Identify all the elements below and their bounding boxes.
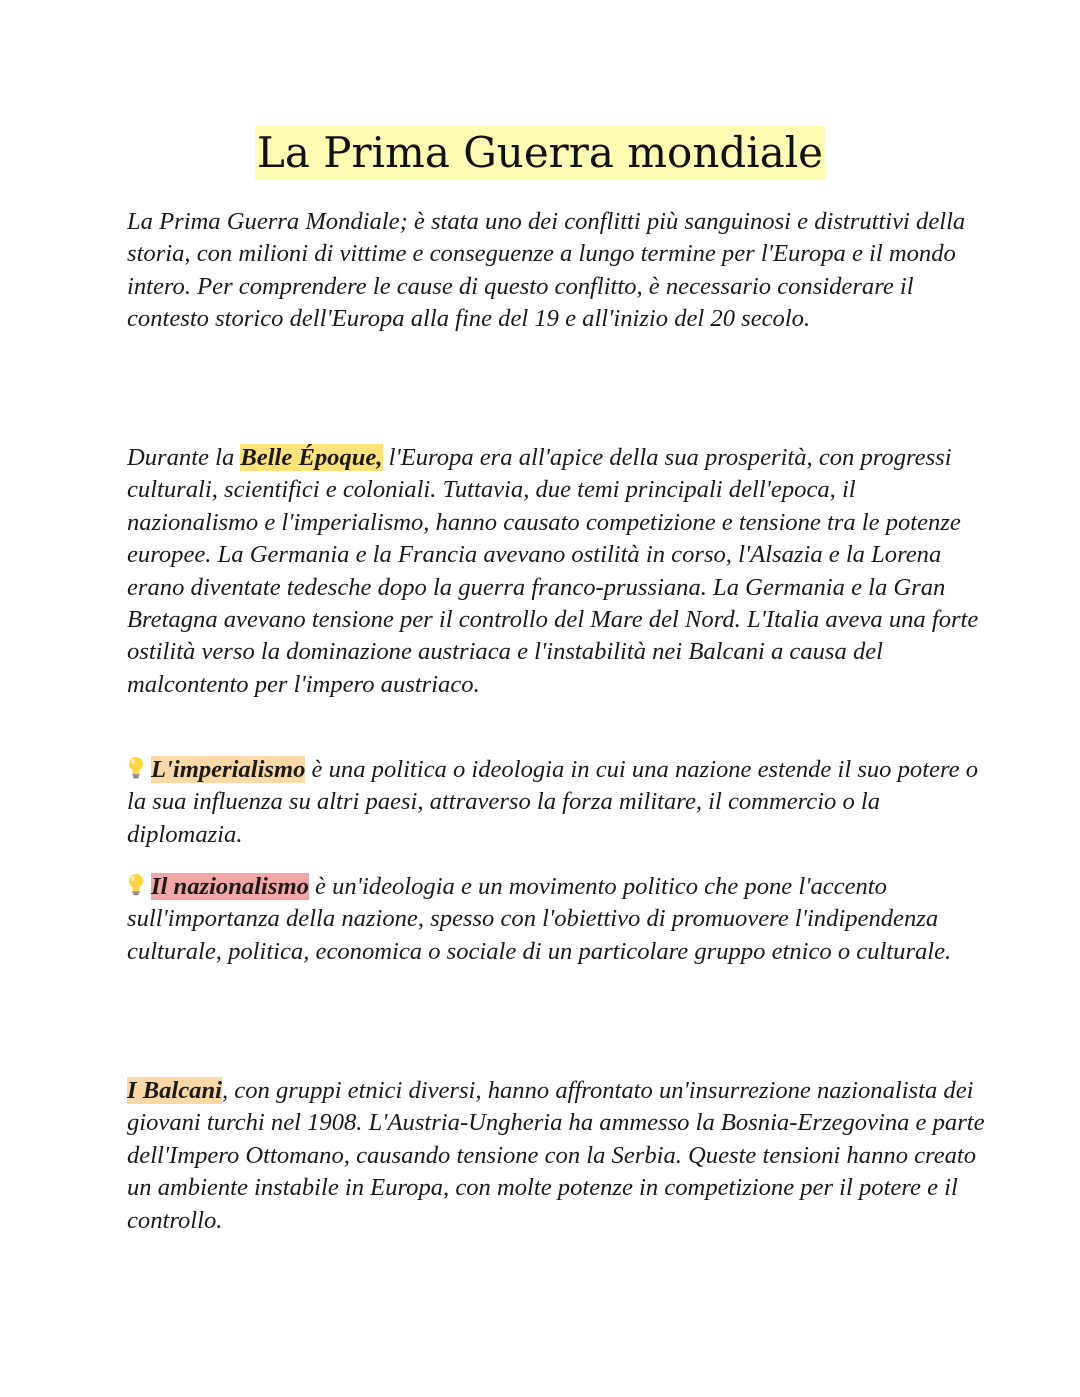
- page-title: La Prima Guerra mondiale: [255, 126, 825, 180]
- imperialismo-definition: è una politica o ideologia in cui una nazione estende il suo potere o la sua influenza su altri paesi, attraverso la forza militare, il commercio o la diplomazia.: [127, 756, 978, 848]
- intro-paragraph: [127, 206, 987, 336]
- belle-epoque-highlight: Belle Époque,: [240, 444, 383, 471]
- belle-epoque-paragraph: [127, 442, 987, 701]
- imperialismo-term: L'imperialismo: [151, 756, 306, 783]
- nazionalismo-term: Il nazionalismo: [151, 873, 309, 900]
- nazionalismo-paragraph: [127, 871, 987, 968]
- belle-epoque-text: l'Europa era all'apice della sua prosperità, con progressi culturali, scientifici e coloniali. Tuttavia, due temi principali dell'epoca, il nazionalismo e l'imperialismo, hanno causato competizione e tensione tra le potenze europee. La Germania e la Francia avevano ostilità in corso, l'Alsazia e la Lorena erano diventate tedesche dopo la guerra franco-prussiana. La Germania e la Gran Bretagna avevano tensione per il controllo del Mare del Nord. L'Italia aveva una forte ostilità verso la dominazione austriaca e l'instabilità nei Balcani a causa del malcontento per l'impero austriaco.: [127, 444, 979, 698]
- lightbulb-icon: [127, 873, 145, 897]
- belle-epoque-prefix: Durante la: [127, 444, 241, 471]
- intro-text: La Prima Guerra Mondiale; è stata uno dei conflitti più sanguinosi e distruttivi della storia, con milioni di vittime e conseguenze a lungo termine per l'Europa e il mondo intero. Per comprendere le cause di questo conflitto, è necessario considerare il contesto storico dell'Europa alla fine del 19 e all'inizio del 20 secolo.: [127, 208, 966, 333]
- balcani-paragraph: [127, 1075, 987, 1237]
- imperialismo-paragraph: [127, 754, 987, 851]
- balcani-text: , con gruppi etnici diversi, hanno affrontato un'insurrezione nazionalista dei giovani turchi nel 1908. L'Austria-Ungheria ha ammesso la Bosnia-Erzegovina e parte dell'Impero Ottomano, causando tensione con la Serbia. Queste tensioni hanno creato un ambiente instabile in Europa, con molte potenze in competizione per il potere e il controllo.: [127, 1077, 985, 1234]
- balcani-highlight: I Balcani: [127, 1077, 222, 1104]
- nazionalismo-definition: è un'ideologia e un movimento politico che pone l'accento sull'importanza della nazione, spesso con l'obiettivo di promuovere l'indipendenza culturale, politica, economica o sociale di un particolare gruppo etnico o culturale.: [127, 873, 952, 965]
- title-container: [0, 126, 1080, 180]
- lightbulb-icon: [127, 756, 145, 780]
